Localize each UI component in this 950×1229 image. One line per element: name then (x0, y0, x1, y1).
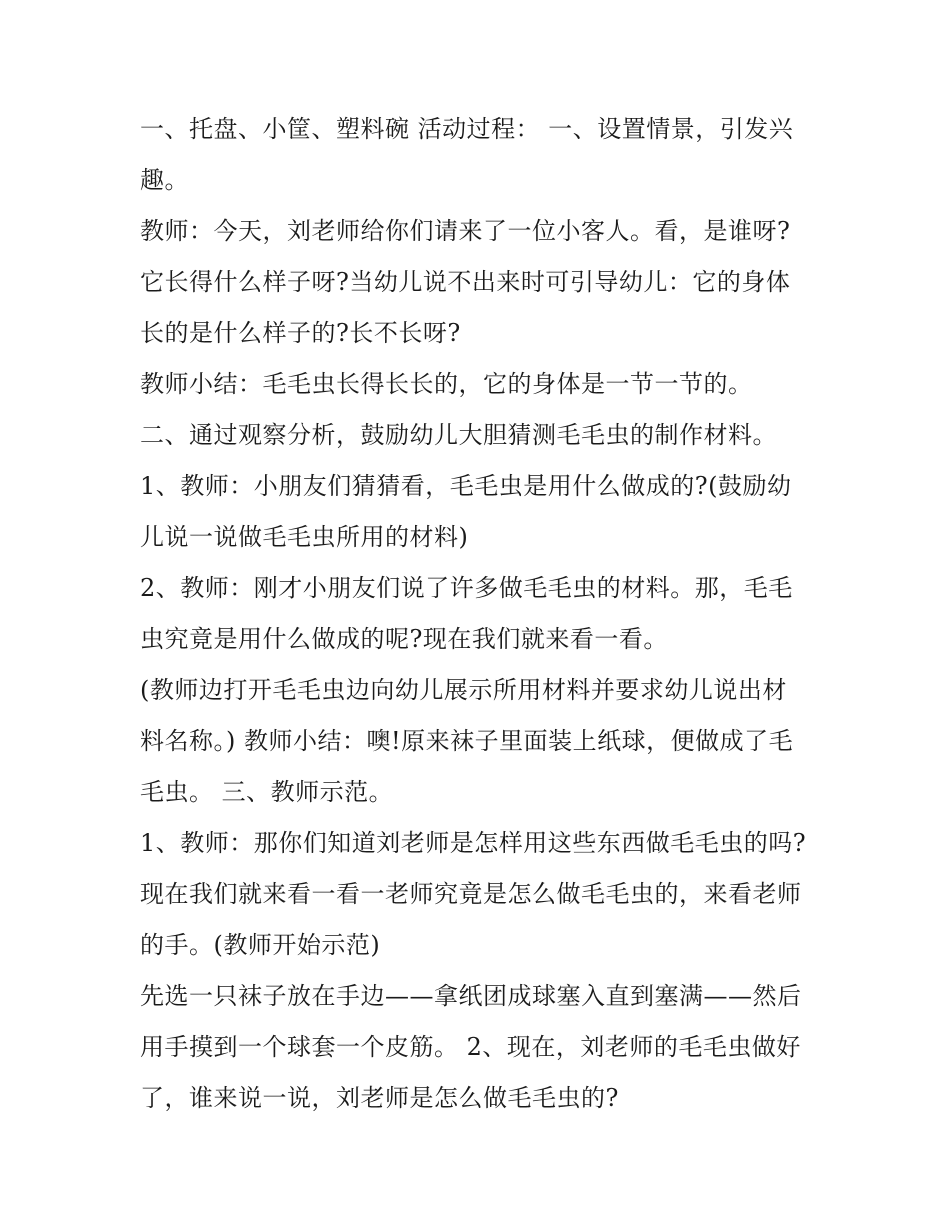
paragraph-demonstration: 1、教师：那你们知道刘老师是怎样用这些东西做毛毛虫的吗?现在我们就来看一看一老师究竟是怎么做毛毛虫的，来看老师的手。(教师开始示范) (140, 829, 807, 959)
paragraph-reveal-materials: (教师边打开毛毛虫边向幼儿展示所用材料并要求幼儿说出材料名称。) 教师小结：噢!原来袜子里面装上纸球，便做成了毛毛虫。 三、教师示范。 (140, 676, 794, 806)
paragraph-section-two-heading: 二、通过观察分析，鼓励幼儿大胆猜测毛毛虫的制作材料。 (140, 421, 777, 449)
paragraph-intro-setting: 一、托盘、小筐、塑料碗 活动过程： 一、设置情景，引发兴趣。 (140, 115, 794, 194)
paragraph-step-one-guess: 1、教师：小朋友们猜猜看，毛毛虫是用什么做成的?(鼓励幼儿说一说做毛毛虫所用的材料) (140, 472, 792, 551)
paragraph-procedure: 先选一只袜子放在手边——拿纸团成球塞入直到塞满——然后用手摸到一个球套一个皮筋。 2、现在，刘老师的毛毛虫做好了，谁来说一说，刘老师是怎么做毛毛虫的? (140, 982, 802, 1112)
paragraph-teacher-summary: 教师小结：毛毛虫长得长长的，它的身体是一节一节的。 (140, 370, 753, 398)
paragraph-step-two-materials: 2、教师：刚才小朋友们说了许多做毛毛虫的材料。那，毛毛虫究竟是用什么做成的呢?现在我们就来看一看。 (140, 574, 793, 653)
document-body (140, 104, 810, 1124)
paragraph-teacher-question: 教师：今天，刘老师给你们请来了一位小客人。看，是谁呀?它长得什么样子呀?当幼儿说不出来时可引导幼儿：它的身体长的是什么样子的?长不长呀? (140, 217, 791, 347)
